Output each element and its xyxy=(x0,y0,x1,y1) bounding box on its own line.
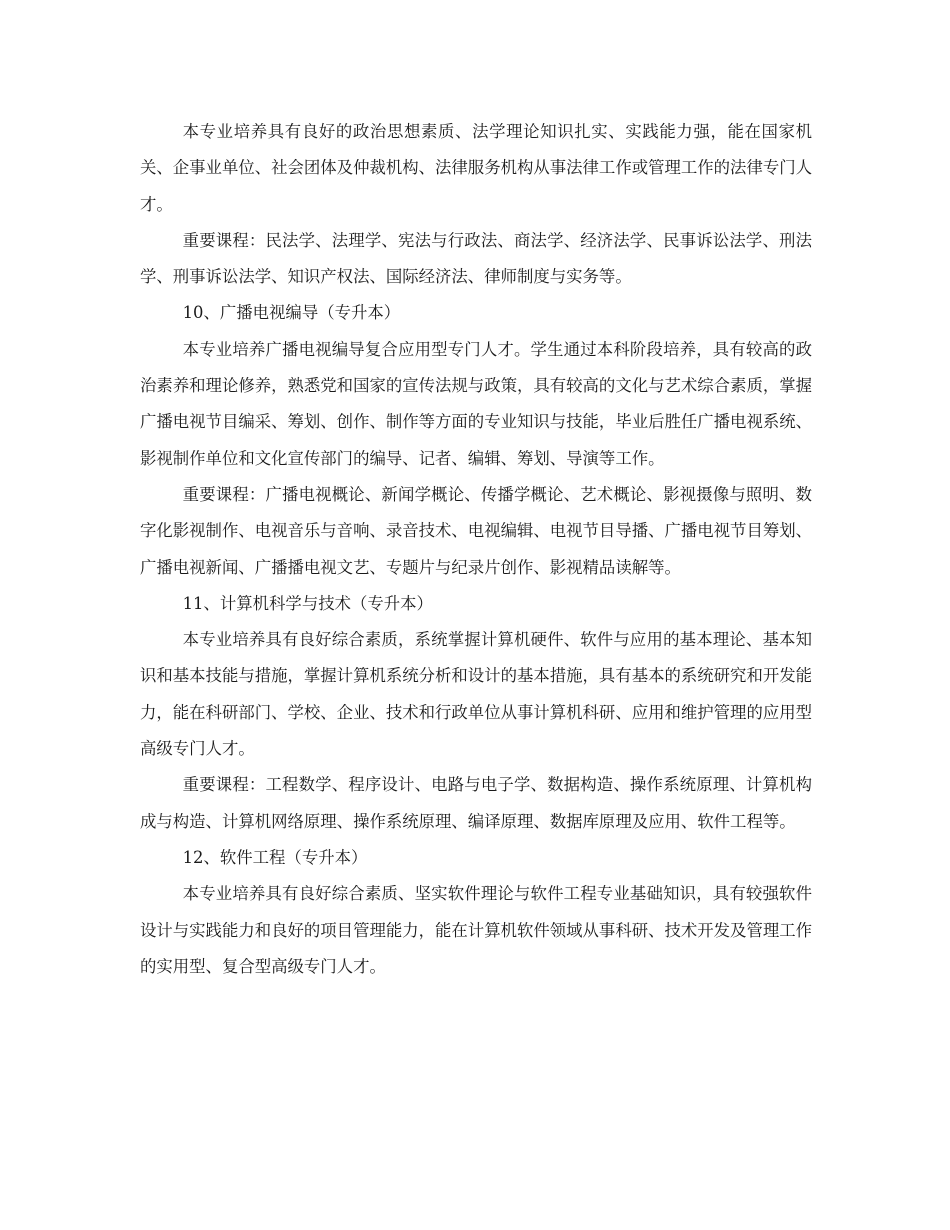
section-heading-software-engineering: 12、软件工程（专升本） xyxy=(182,847,368,867)
broadcast-directing-description: 本专业培养广播电视编导复合应用型专门人才。学生通过本科阶段培养，具有较高的政治素养和理论修养，熟悉党和国家的宣传法规与政策，具有较高的文化与艺术综合素质，掌握广播电视节目编采、筹划、创作、制作等方面的专业知识与技能，毕业后胜任广播电视系统、影视制作单位和文化宣传部门的编导、记者、编辑、筹划、导演等工作。 xyxy=(140,339,813,468)
broadcast-directing-courses: 重要课程：广播电视概论、新闻学概论、传播学概论、艺术概论、影视摄像与照明、数字化影视制作、电视音乐与音响、录音技术、电视编辑、电视节目导播、广播电视节目筹划、广播电视新闻、广播播电视文艺、专题片与纪录片创作、影视精品读解等。 xyxy=(140,484,813,577)
law-major-description: 本专业培养具有良好的政治思想素质、法学理论知识扎实、实践能力强，能在国家机关、企事业单位、社会团体及仲裁机构、法律服务机构从事法律工作或管理工作的法律专门人才。 xyxy=(140,122,813,214)
law-major-courses: 重要课程：民法学、法理学、宪法与行政法、商法学、经济法学、民事诉讼法学、刑法学、刑事诉讼法学、知识产权法、国际经济法、律师制度与实务等。 xyxy=(140,230,812,287)
section-heading-broadcast-directing: 10、广播电视编导（专升本） xyxy=(182,303,401,323)
software-engineering-description: 本专业培养具有良好综合素质、坚实软件理论与软件工程专业基础知识，具有较强软件设计与实践能力和良好的项目管理能力，能在计算机软件领域从事科研、技术开发及管理工作的实用型、复合型高级专门人才。 xyxy=(140,884,813,976)
document-body xyxy=(140,114,812,985)
computer-science-courses: 重要课程：工程数学、程序设计、电路与电子学、数据构造、操作系统原理、计算机构成与构造、计算机网络原理、操作系统原理、编译原理、数据库原理及应用、软件工程等。 xyxy=(140,775,812,831)
computer-science-description: 本专业培养具有良好综合素质，系统掌握计算机硬件、软件与应用的基本理论、基本知识和基本技能与措施，掌握计算机系统分析和设计的基本措施，具有基本的系统研究和开发能力，能在科研部门、学校、企业、技术和行政单位从事计算机科研、应用和维护管理的应用型高级专门人才。 xyxy=(140,630,813,759)
section-heading-computer-science: 11、计算机科学与技术（专升本） xyxy=(182,593,433,613)
